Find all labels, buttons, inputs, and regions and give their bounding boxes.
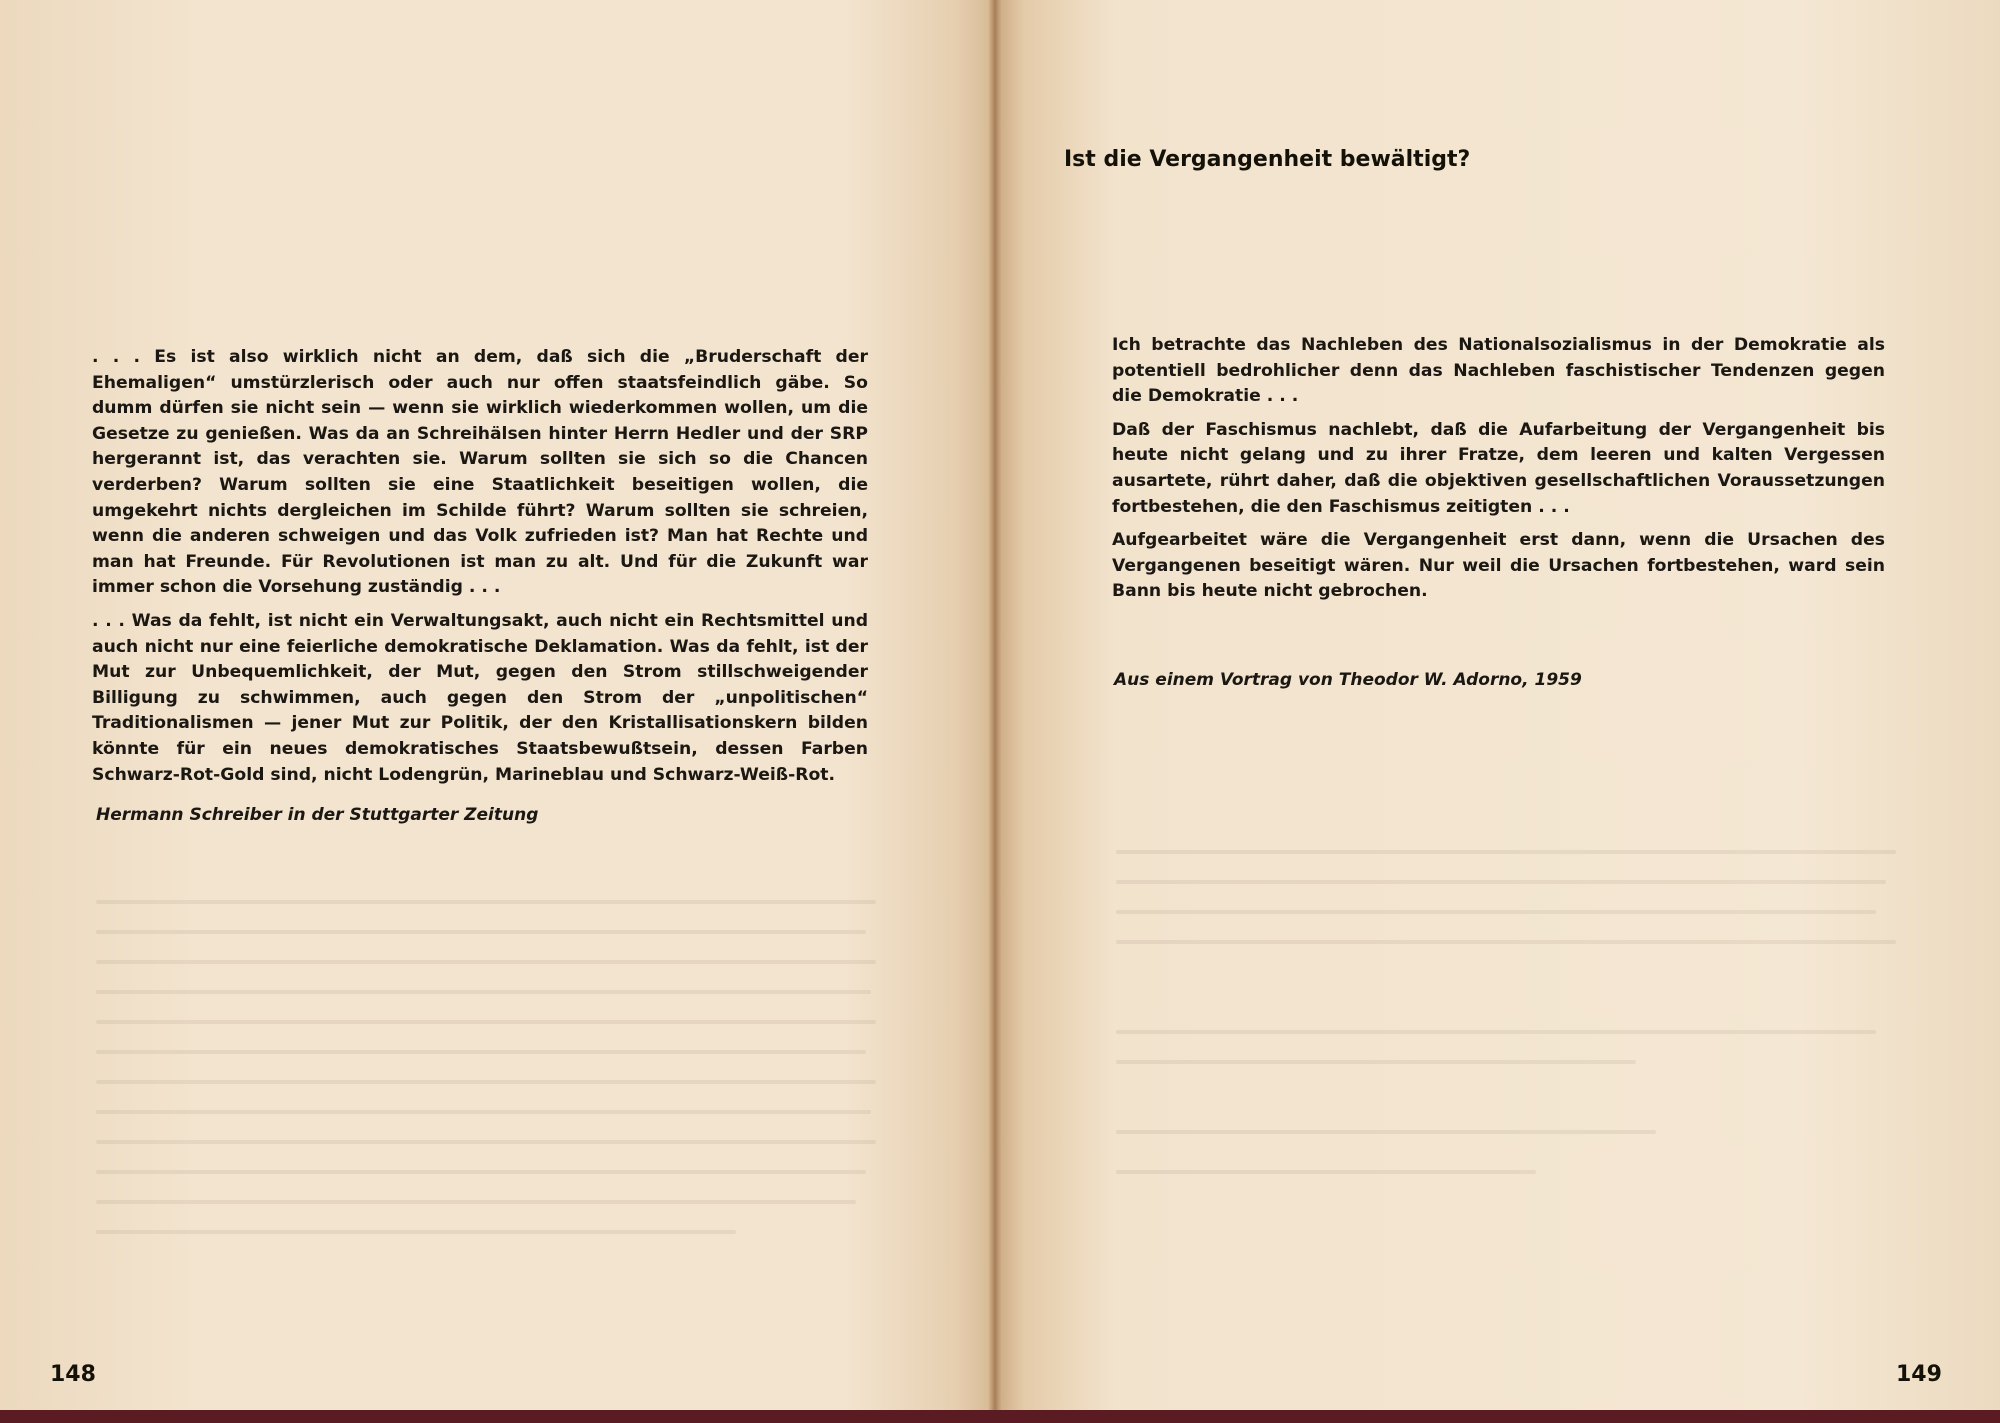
left-page-body <box>92 345 868 796</box>
right-page-body <box>1112 333 1885 613</box>
section-heading: Ist die Vergangenheit bewältigt? <box>1064 147 1471 172</box>
page-number-right: 149 <box>1896 1362 1942 1387</box>
left-paragraph-2: . . . Was da fehlt, ist nicht ein Verwaltungsakt, auch nicht ein Rechtsmittel und auch nicht nur eine feierliche demokratische Deklamation. Was da fehlt, ist der Mut zur Unbequemlichkeit, der Mut, gegen den Strom stillschweigender Billigung zu schwimmen, auch gegen den Strom der „unpolitischen“ Traditionalismen — jener Mut zur Politik, der den Kristallisationskern bilden könnte für ein neues demokratisches Staatsbewußtsein, dessen Farben Schwarz-Rot-Gold sind, nicht Lodengrün, Marineblau und Schwarz-Weiß-Rot. <box>92 610 868 785</box>
right-paragraph-2: Daß der Faschismus nachlebt, daß die Aufarbeitung der Vergangenheit bis heute nicht gelang und zu ihrer Fratze, dem leeren und kalten Vergessen ausartete, rührt daher, daß die objektiven gesellschaftlichen Voraussetzungen fortbestehen, die den Faschismus zeitigten . . . <box>1112 419 1885 517</box>
left-page <box>0 0 994 1410</box>
right-attribution: Aus einem Vortrag von Theodor W. Adorno, 1959 <box>1114 670 1582 690</box>
left-paragraph-1: . . . Es ist also wirklich nicht an dem, daß sich die „Bruderschaft der Ehemaligen“ umstürzlerisch oder auch nur offen staatsfeindlich gäbe. So dumm dürfen sie nicht sein — wenn sie wirklich wiederkommen wollen, um die Gesetze zu genießen. Was da an Schreihälsen hinter Herrn Hedler und der SRP hergerannt ist, das verachten sie. Warum sollten sie sich so die Chancen verderben? Warum sollten sie eine Staatlichkeit beseitigen wollen, die umgekehrt nichts dergleichen im Schilde führt? Warum sollten sie schreien, wenn die anderen schweigen und das Volk zufrieden ist? Man hat Rechte und man hat Freunde. Für Revolutionen ist man zu alt. Und für die Zukunft war immer schon die Vorsehung zuständig . . . <box>92 347 868 598</box>
right-paragraph-1: Ich betrachte das Nachleben des Nationalsozialismus in der Demokratie als potentiell bedrohlicher denn das Nachleben faschistischer Tendenzen gegen die Demokratie . . . <box>1112 335 1885 407</box>
right-paragraph-3: Aufgearbeitet wäre die Vergangenheit erst dann, wenn die Ursachen des Vergangenen beseitigt wären. Nur weil die Ursachen fortbestehen, ward sein Bann bis heute nicht gebrochen. <box>1112 530 1885 602</box>
book-gutter <box>988 0 1002 1423</box>
page-number-left: 148 <box>50 1362 96 1387</box>
right-page <box>994 0 2000 1410</box>
left-attribution: Hermann Schreiber in der Stuttgarter Zeitung <box>96 805 539 825</box>
book-cover-edge <box>0 1410 2000 1423</box>
